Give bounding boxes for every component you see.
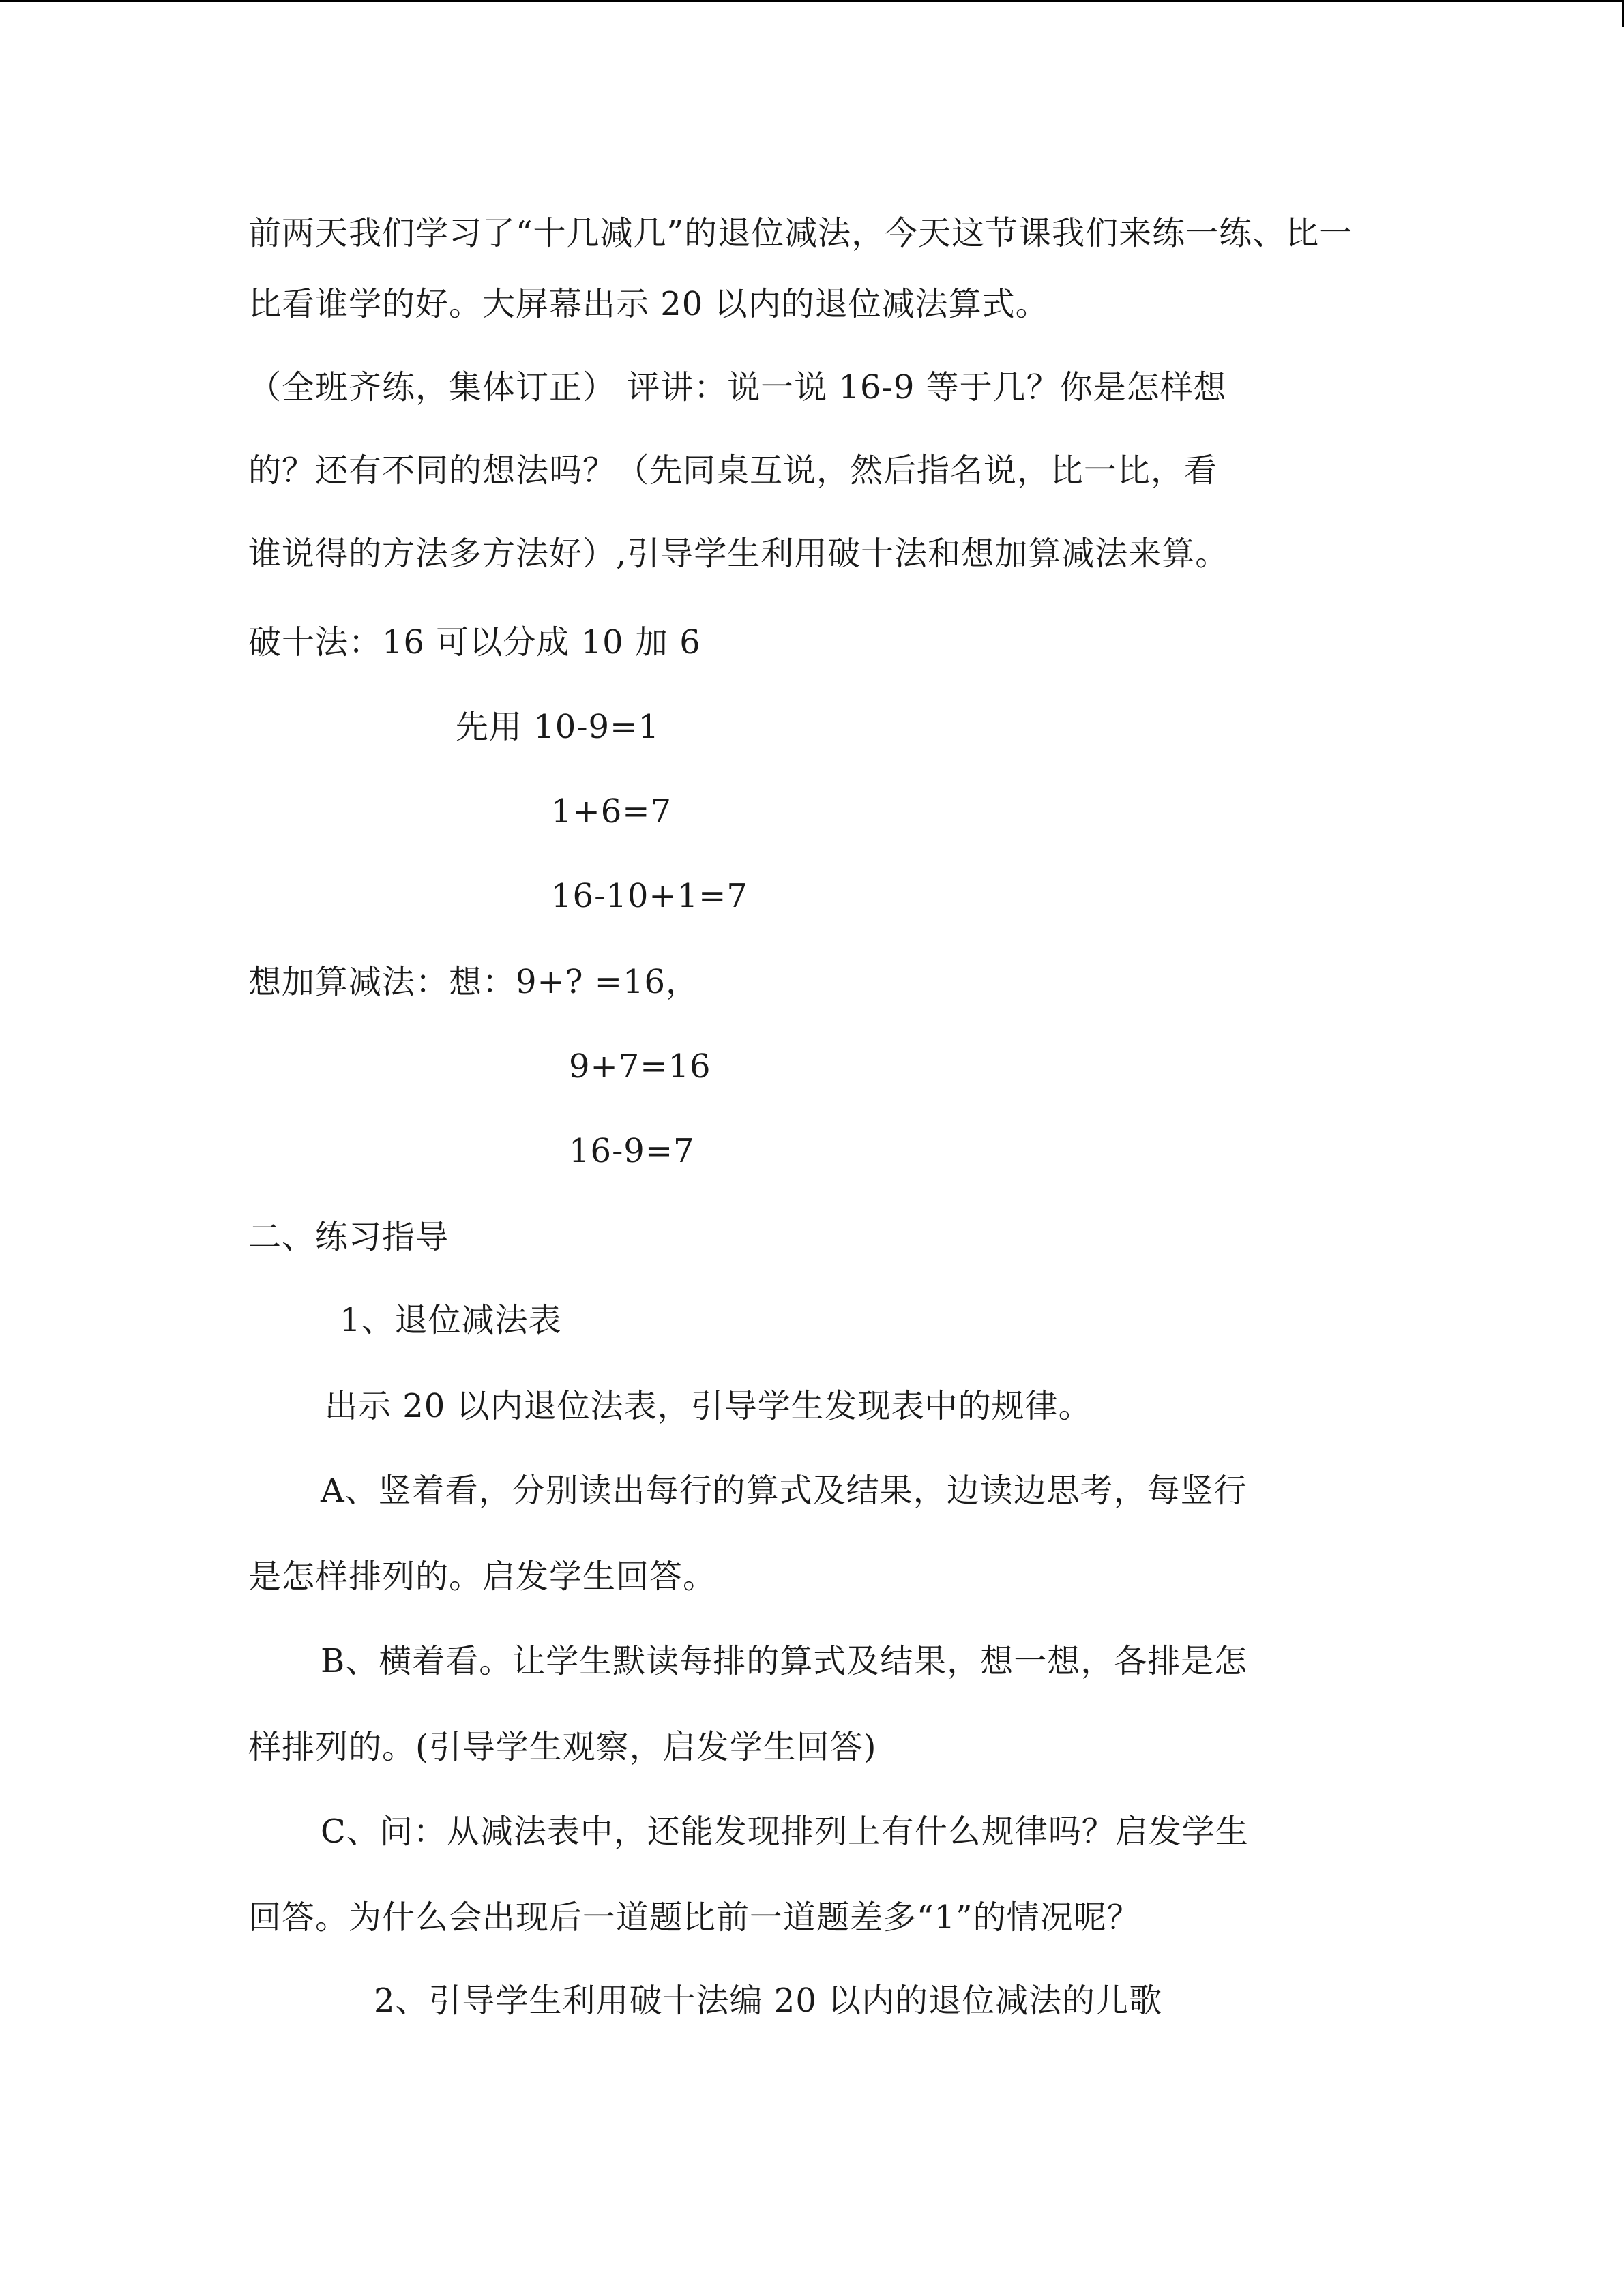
paragraph-line: B、横着看。让学生默读每排的算式及结果，想一想，各排是怎	[321, 1642, 1248, 1680]
equation-line: 16-10+1=7	[551, 877, 748, 915]
subsection-heading: 2、引导学生利用破十法编 20 以内的退位减法的儿歌	[374, 1982, 1163, 2020]
paragraph-line: 回答。为什么会出现后一道题比前一道题差多“1”的情况呢？	[248, 1898, 1140, 1937]
paragraph-line: 谁说得的方法多方法好）,引导学生利用破十法和想加算减法来算。	[248, 535, 1229, 573]
equation-line: 16-9=7	[569, 1132, 695, 1170]
paragraph-line: A、竖着看，分别读出每行的算式及结果，边读边思考，每竖行	[321, 1472, 1247, 1510]
paragraph-line: 样排列的。(引导学生观察，启发学生回答)	[248, 1728, 877, 1766]
subsection-heading: 1、退位减法表	[340, 1301, 562, 1339]
paragraph-line: 的？还有不同的想法吗？（先同桌互说，然后指名说，比一比，看	[248, 451, 1218, 490]
equation-line: 先用 10-9=1	[456, 708, 660, 746]
paragraph-line: C、问：从减法表中，还能发现排列上有什么规律吗？启发学生	[321, 1813, 1249, 1851]
paragraph-line: 前两天我们学习了“十几减几”的退位减法，今天这节课我们来练一练、比一	[248, 214, 1353, 252]
page-top-border	[0, 0, 1624, 2]
method-heading-add-to-subtract: 想加算减法：想：9+? =16，	[248, 963, 700, 1001]
section-heading: 二、练习指导	[248, 1218, 449, 1256]
paragraph-line: 出示 20 以内退位法表，引导学生发现表中的规律。	[325, 1387, 1092, 1425]
paragraph-line: 是怎样排列的。启发学生回答。	[248, 1557, 717, 1596]
equation-line: 9+7=16	[569, 1047, 711, 1086]
paragraph-line: 比看谁学的好。大屏幕出示 20 以内的退位减法算式。	[248, 285, 1049, 323]
paragraph-line: （全班齐练，集体订正） 评讲：说一说 16-9 等于几？你是怎样想	[248, 368, 1227, 406]
equation-line: 1+6=7	[551, 792, 673, 831]
method-heading-break-ten: 破十法：16 可以分成 10 加 6	[248, 623, 701, 661]
